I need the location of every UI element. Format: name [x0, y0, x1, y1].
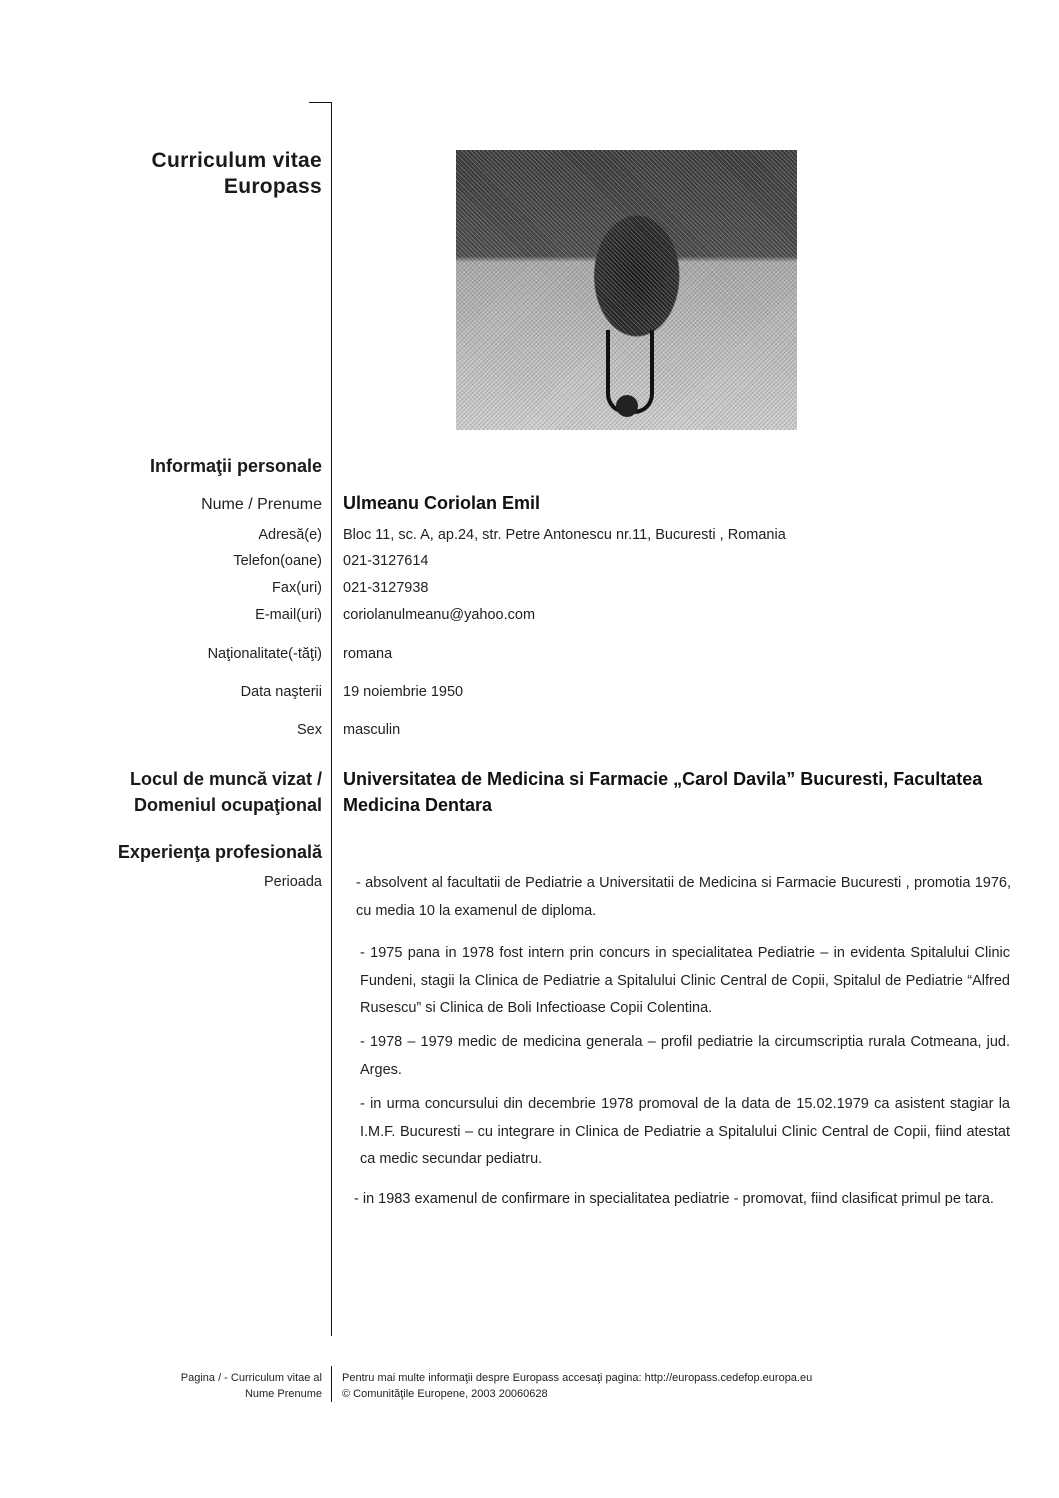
footer-europass-link[interactable]: Pentru mai multe informaţii despre Europass accesaţi pagina: http://europass.cedefop.europa.eu	[342, 1372, 813, 1384]
footer-left-line-2: Nume Prenume	[244, 1388, 322, 1400]
section-title-personal: Informaţii personale	[149, 456, 322, 476]
value-nationality: romana	[343, 646, 393, 662]
experience-paragraph-3	[332, 1029, 1010, 1084]
label-name: Nume / Prenume	[201, 496, 322, 513]
value-name: Ulmeanu Coriolan Emil	[343, 493, 541, 513]
footer-copyright: © Comunităţile Europene, 2003 20060628	[342, 1388, 548, 1400]
portrait-photo	[456, 150, 797, 430]
value-fax: 021-3127938	[343, 580, 429, 596]
footer-left-line-1: Pagina / - Curriculum vitae al	[180, 1372, 322, 1384]
experience-paragraph-1: - absolvent al facultatii de Pediatrie a Universitatii de Medicina si Farmacie Bucuresti , promotia 1976, cu media 10 la examenul de diploma.	[356, 875, 1011, 919]
experience-paragraph-5	[332, 1186, 1010, 1214]
footer-page-info	[181, 1370, 322, 1402]
experience-paragraph-5-text: - in 1983 examenul de confirmare in specialitatea pediatrie - promovat, fiind clasificat primul pe tara.	[354, 1191, 994, 1207]
label-phone: Telefon(oane)	[233, 553, 322, 569]
footer-europass-info	[342, 1370, 812, 1402]
label-nationality: Naţionalitate(-tăţi)	[207, 646, 322, 662]
desired-job-value-line-2: Medicina Dentara	[343, 795, 493, 815]
footer-divider	[331, 1366, 332, 1402]
desired-job-label-line-2: Domeniul ocupaţional	[133, 795, 322, 815]
title-line-2: Europass	[223, 175, 322, 198]
label-desired-job	[130, 766, 322, 818]
desired-job-label-line-1: Locul de muncă vizat /	[129, 769, 322, 789]
section-title-experience: Experienţa profesională	[117, 842, 322, 862]
divider-top-tick	[309, 102, 332, 103]
cv-title	[151, 148, 322, 200]
label-email: E-mail(uri)	[255, 607, 322, 623]
value-email[interactable]: coriolanulmeanu@yahoo.com	[343, 607, 536, 623]
experience-paragraph-4	[332, 1091, 1010, 1174]
stethoscope-head-graphic	[616, 395, 638, 417]
label-birthdate: Data naşterii	[240, 684, 322, 700]
label-address: Adresă(e)	[258, 527, 322, 543]
label-fax: Fax(uri)	[272, 580, 322, 596]
value-sex: masculin	[343, 722, 401, 738]
label-period: Perioada	[263, 874, 322, 890]
experience-paragraph-2-text: - 1975 pana in 1978 fost intern prin concurs in specialitatea Pediatrie – in evidenta Spitalului Clinic Fundeni, stagii la Clinica de Pediatrie a Spitalului Clinic Central de Copii, Spitalul de Pediatrie “Alfred Rusescu” si Clinica de Boli Infectioase Copii Colentina.	[360, 945, 1010, 1016]
title-line-1: Curriculum vitae	[151, 149, 322, 172]
value-birthdate: 19 noiembrie 1950	[343, 684, 464, 700]
label-sex: Sex	[297, 722, 322, 738]
value-desired-job	[343, 766, 982, 818]
value-phone: 021-3127614	[343, 553, 429, 569]
desired-job-value-line-1: Universitatea de Medicina si Farmacie „Carol Davila” Bucuresti, Facultatea	[343, 769, 983, 789]
experience-paragraph-3-text: - 1978 – 1979 medic de medicina generala – profil pediatrie la circumscriptia rurala Cotmeana, jud. Arges.	[360, 1034, 1010, 1078]
value-address: Bloc 11, sc. A, ap.24, str. Petre Antonescu nr.11, Bucuresti , Romania	[343, 527, 786, 543]
experience-paragraph-4-text: - in urma concursului din decembrie 1978 promoval de la data de 15.02.1979 ca asistent stagiar la I.M.F. Bucuresti – cu integrare in Clinica de Pediatrie a Spitalului Clinic Central de Copii, fiind atestat ca medic secundar pediatru.	[360, 1096, 1010, 1167]
experience-paragraph-2	[332, 940, 1010, 1023]
